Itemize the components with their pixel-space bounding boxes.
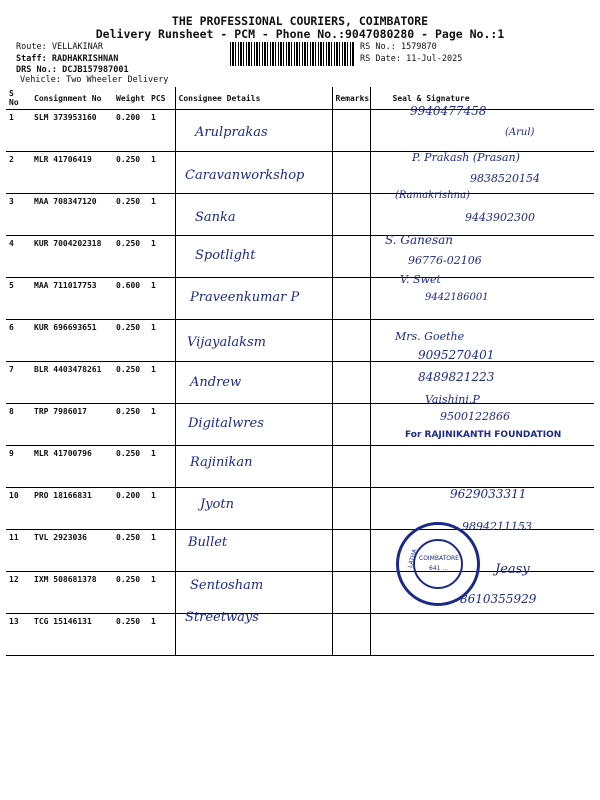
sno-cell: 1	[6, 110, 31, 152]
sno-cell: 12	[6, 572, 31, 614]
consignment-cell: TRP 7986017	[31, 404, 113, 446]
consignment-cell: IXM 508681378	[31, 572, 113, 614]
sno-cell: 7	[6, 362, 31, 404]
weight-cell: 0.250	[113, 404, 148, 446]
weight-cell: 0.250	[113, 194, 148, 236]
sno-cell: 3	[6, 194, 31, 236]
drs-label: DRS No.:	[16, 65, 57, 75]
handwritten-signature-note: 8489821223	[418, 370, 495, 384]
pcs-cell: 1	[148, 194, 175, 236]
handwritten-signature-note: 96776-02106	[408, 254, 482, 267]
remarks-cell	[332, 530, 370, 572]
col-consignee: Consignee Details	[175, 87, 332, 110]
handwritten-signature: 9095270401	[418, 348, 495, 362]
consignment-cell: KUR 696693651	[31, 320, 113, 362]
seal-inner-ring	[413, 539, 463, 589]
remarks-cell	[332, 362, 370, 404]
handwritten-signature: 9894211153	[462, 520, 532, 533]
drs-value: DCJB157987001	[62, 65, 129, 75]
handwritten-consignee: Praveenkumar P	[190, 290, 300, 305]
weight-cell: 0.200	[113, 110, 148, 152]
seal-text-pin: 641 ...	[429, 565, 449, 572]
remarks-cell	[332, 152, 370, 194]
pcs-cell: 1	[148, 446, 175, 488]
handwritten-consignee: Andrew	[190, 375, 242, 390]
remarks-cell	[332, 110, 370, 152]
handwritten-consignee: Jyotn	[200, 497, 234, 512]
table-row	[6, 362, 594, 404]
weight-cell: 0.250	[113, 152, 148, 194]
route-line	[16, 42, 103, 52]
rs-date-value: 11-Jul-2025	[406, 54, 463, 64]
sno-cell: 10	[6, 488, 31, 530]
consignee-cell	[175, 488, 332, 530]
route-label: Route:	[16, 42, 47, 52]
handwritten-signature: 9629033311	[450, 487, 527, 501]
handwritten-consignee: Sentosham	[190, 578, 264, 593]
rs-no-line	[360, 42, 437, 52]
route-value: VELLAKINAR	[51, 42, 104, 52]
remarks-cell	[332, 404, 370, 446]
remarks-cell	[332, 236, 370, 278]
consignment-cell: MAA 708347120	[31, 194, 113, 236]
consignment-cell: TVL 2923036	[31, 530, 113, 572]
weight-cell: 0.250	[113, 446, 148, 488]
handwritten-consignee: Caravanworkshop	[185, 168, 305, 183]
barcode	[230, 42, 355, 66]
rs-date-line	[360, 54, 462, 64]
remarks-cell	[332, 194, 370, 236]
consignment-cell: MLR 41700796	[31, 446, 113, 488]
pcs-cell: 1	[148, 236, 175, 278]
foundation-stamp-text: For RAJINIKANTH FOUNDATION	[405, 430, 562, 440]
vehicle-label: Vehicle:	[20, 75, 61, 85]
table-row	[6, 614, 594, 656]
signature-cell	[370, 614, 594, 656]
remarks-cell	[332, 488, 370, 530]
sno-cell: 4	[6, 236, 31, 278]
seal-text-side: LATHA	[406, 548, 419, 569]
handwritten-signature: P. Prakash (Prasan)	[412, 151, 520, 164]
weight-cell: 0.250	[113, 572, 148, 614]
pcs-cell: 1	[148, 404, 175, 446]
handwritten-consignee: Streetways	[185, 610, 259, 625]
col-remarks: Remarks	[332, 87, 370, 110]
company-title: THE PROFESSIONAL COURIERS, COIMBATORE	[171, 14, 429, 28]
staff-value: RADHAKRISHNAN	[51, 54, 119, 64]
handwritten-signature-note: 9500122866	[440, 410, 510, 423]
handwritten-consignee: Sanka	[195, 210, 236, 225]
rs-no-value: 1579870	[400, 42, 437, 52]
vehicle-value: Two Wheeler Delivery	[66, 75, 169, 85]
consignment-cell: KUR 7004202318	[31, 236, 113, 278]
table-row	[6, 446, 594, 488]
weight-cell: 0.200	[113, 488, 148, 530]
handwritten-signature-note: 9838520154	[470, 172, 540, 185]
col-seal: Seal & Signature	[370, 87, 594, 110]
pcs-cell: 1	[148, 152, 175, 194]
seal-text-city: COIMBATORE	[419, 555, 459, 562]
sno-cell: 13	[6, 614, 31, 656]
handwritten-consignee: Vijayalaksm	[187, 335, 266, 350]
pcs-cell: 1	[148, 488, 175, 530]
weight-cell: 0.250	[113, 530, 148, 572]
pcs-cell: 1	[148, 530, 175, 572]
handwritten-signature-note: 9443902300	[465, 211, 535, 224]
weight-cell: 0.250	[113, 362, 148, 404]
weight-cell: 0.250	[113, 320, 148, 362]
handwritten-signature-note: (Arul)	[505, 127, 535, 138]
handwritten-consignee: Digitalwres	[188, 416, 264, 431]
handwritten-consignee: Spotlight	[195, 248, 256, 263]
remarks-cell	[332, 572, 370, 614]
handwritten-signature: V. Swet	[400, 273, 441, 286]
table-row	[6, 236, 594, 278]
consignment-cell: SLM 373953160	[31, 110, 113, 152]
drs-line	[16, 65, 129, 75]
sno-cell: 11	[6, 530, 31, 572]
remarks-cell	[332, 278, 370, 320]
pcs-cell: 1	[148, 278, 175, 320]
staff-label: Staff:	[16, 54, 47, 64]
handwritten-signature: (Ramakrishna)	[395, 190, 470, 201]
pcs-cell: 1	[148, 614, 175, 656]
handwritten-signature: Mrs. Goethe	[395, 330, 465, 343]
staff-line	[16, 54, 118, 64]
signature-cell	[370, 446, 594, 488]
table-row	[6, 320, 594, 362]
sno-cell: 9	[6, 446, 31, 488]
handwritten-signature: Jeasy	[495, 562, 530, 577]
vehicle-line	[20, 75, 168, 85]
pcs-cell: 1	[148, 110, 175, 152]
sno-cell: 8	[6, 404, 31, 446]
handwritten-consignee: Rajinikan	[190, 455, 253, 470]
col-pcs: PCS	[148, 87, 175, 110]
col-weight: Weight	[113, 87, 148, 110]
sno-cell: 6	[6, 320, 31, 362]
handwritten-consignee: Bullet	[188, 535, 228, 550]
table-header-row	[6, 87, 594, 110]
consignment-cell: MAA 711017753	[31, 278, 113, 320]
sno-cell: 2	[6, 152, 31, 194]
handwritten-signature: 9940477458	[410, 104, 487, 118]
pcs-cell: 1	[148, 320, 175, 362]
consignment-cell: PRO 18166831	[31, 488, 113, 530]
pcs-cell: 1	[148, 572, 175, 614]
weight-cell: 0.600	[113, 278, 148, 320]
runsheet-subtitle: Delivery Runsheet - PCM - Phone No.:9047080280 - Page No.:1	[95, 27, 505, 41]
remarks-cell	[332, 446, 370, 488]
handwritten-signature: 8610355929	[460, 592, 537, 606]
weight-cell: 0.250	[113, 614, 148, 656]
handwritten-signature-note: 9442186001	[425, 292, 489, 303]
consignment-cell: BLR 4403478261	[31, 362, 113, 404]
pcs-cell: 1	[148, 362, 175, 404]
remarks-cell	[332, 320, 370, 362]
table-row	[6, 278, 594, 320]
handwritten-signature: S. Ganesan	[385, 233, 454, 247]
col-consignment: Consignment No	[31, 87, 113, 110]
handwritten-signature: Vaishini.P	[425, 393, 480, 406]
consignment-cell: MLR 41706419	[31, 152, 113, 194]
remarks-cell	[332, 614, 370, 656]
sno-cell: 5	[6, 278, 31, 320]
consignment-cell: TCG 15146131	[31, 614, 113, 656]
weight-cell: 0.250	[113, 236, 148, 278]
rs-date-label: RS Date:	[360, 54, 401, 64]
handwritten-consignee: Arulprakas	[195, 125, 268, 140]
rs-no-label: RS No.:	[360, 42, 396, 52]
col-sno: S No	[6, 87, 31, 110]
